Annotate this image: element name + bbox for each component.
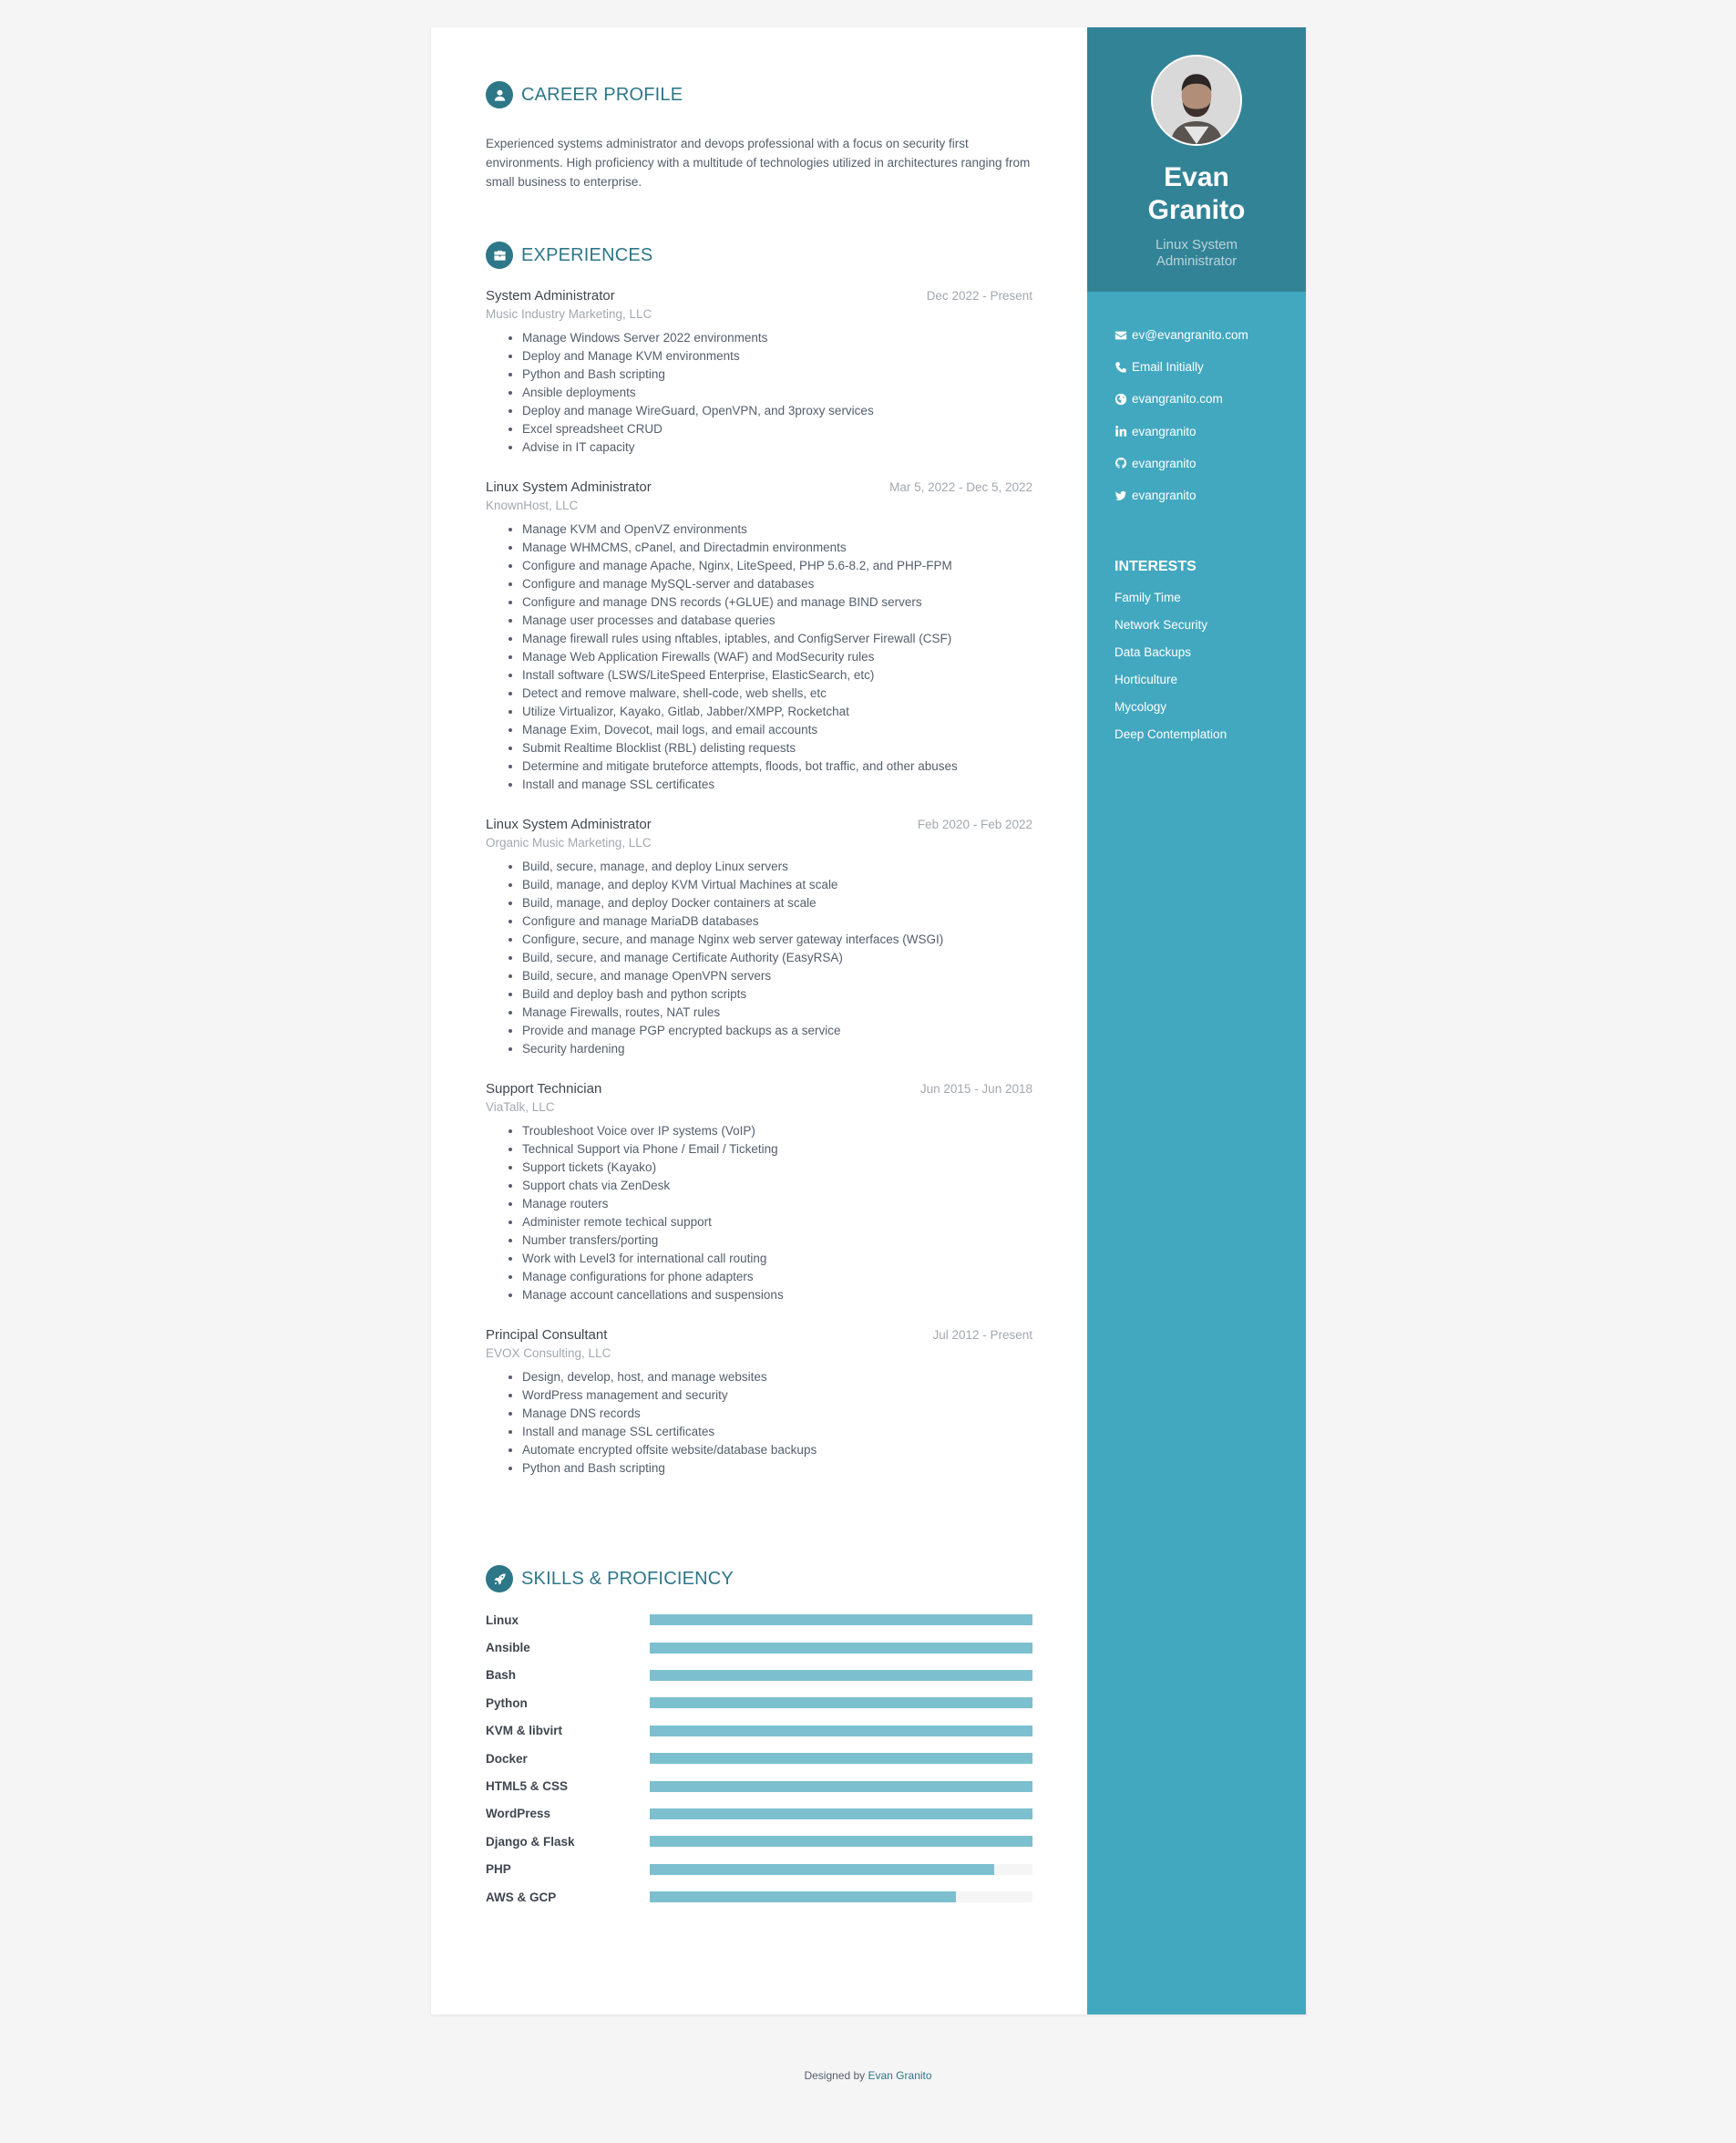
- job-duty: • Automate encrypted offsite website/database backups: [522, 1441, 1032, 1459]
- contact-list: [1087, 292, 1306, 511]
- job-duty: • Design, develop, host, and manage websites: [522, 1368, 1032, 1386]
- skill-level-bar: [650, 1864, 994, 1875]
- skill-name: Docker: [486, 1751, 528, 1766]
- skill-level-bar: [650, 1836, 1032, 1847]
- job-header: [486, 479, 1032, 495]
- job-duty: • Manage WHMCMS, cPanel, and Directadmin environments: [522, 539, 1032, 557]
- job-duty: • Python and Bash scripting: [522, 366, 1032, 384]
- job-duty: • Technical Support via Phone / Email / Ticketing: [522, 1140, 1032, 1159]
- main-column: [431, 27, 1087, 2014]
- interests-section: [1087, 511, 1306, 748]
- job-duty: • Excel spreadsheet CRUD: [522, 420, 1032, 438]
- skill-name: Django & Flask: [486, 1834, 575, 1849]
- job-entry: [486, 288, 1032, 457]
- skill-level-bar: [650, 1670, 1032, 1681]
- job-duty: • Install and manage SSL certificates: [522, 1423, 1032, 1441]
- job-duty: • Support tickets (Kayako): [522, 1159, 1032, 1177]
- job-duties: [486, 858, 1032, 1058]
- job-duties: [486, 520, 1032, 794]
- skills-list: [486, 1606, 1032, 1911]
- contact-email-text: ev@evangranito.com: [1132, 328, 1248, 343]
- job-entry: [486, 817, 1032, 1058]
- skill-row: [486, 1800, 1032, 1828]
- job-duty: • Configure and manage Apache, Nginx, LiteSpeed, PHP 5.6-8.2, and PHP-FPM: [522, 557, 1032, 575]
- contact-linkedin[interactable]: [1115, 416, 1279, 448]
- skills-section: [486, 1564, 1032, 1911]
- job-duty: • Deploy and Manage KVM environments: [522, 347, 1032, 366]
- job-title: Support Technician: [486, 1081, 602, 1097]
- contact-twitter-text: evangranito: [1132, 489, 1197, 503]
- contact-website[interactable]: [1115, 383, 1279, 415]
- jobs-list: [486, 288, 1032, 1478]
- interest-item: Horticulture: [1115, 673, 1178, 687]
- phone-icon: [1115, 361, 1127, 374]
- job-duty: • Number transfers/porting: [522, 1231, 1032, 1250]
- job-header: [486, 288, 1032, 304]
- job-company: KnownHost, LLC: [486, 499, 579, 512]
- job-duty: • Configure and manage MySQL-server and databases: [522, 575, 1032, 593]
- job-duty: • Manage KVM and OpenVZ environments: [522, 520, 1032, 539]
- job-duty: • Manage Exim, Dovecot, mail logs, and email accounts: [522, 721, 1032, 739]
- job-duty: • Manage Windows Server 2022 environments: [522, 329, 1032, 347]
- job-company: ViaTalk, LLC: [486, 1100, 555, 1114]
- job-company: Music Industry Marketing, LLC: [486, 307, 652, 321]
- job-duty: • Administer remote techical support: [522, 1213, 1032, 1231]
- skill-name: PHP: [486, 1862, 511, 1877]
- job-entry: [486, 1327, 1032, 1478]
- job-duty: • Deploy and manage WireGuard, OpenVPN, and 3proxy services: [522, 402, 1032, 420]
- skill-track: [650, 1891, 1032, 1902]
- twitter-icon: [1115, 489, 1127, 502]
- career-profile-section: [486, 80, 1032, 191]
- career-summary: Experienced systems administrator and devops professional with a focus on security first environments. High proficiency with a multitude of technologies utilized in architectures ranging from small business to enterprise.: [486, 137, 1031, 189]
- contact-linkedin-text: evangranito: [1132, 424, 1197, 438]
- skill-level-bar: [650, 1808, 1032, 1819]
- job-duty: • Configure and manage MariaDB databases: [522, 912, 1032, 931]
- job-entry: [486, 1081, 1032, 1304]
- skill-track: [650, 1753, 1032, 1764]
- profile-first-name: Evan: [1164, 162, 1229, 192]
- footer-prefix: Designed by: [804, 2069, 868, 2082]
- contact-phone-text: Email Initially: [1132, 360, 1204, 375]
- skill-name: Bash: [486, 1668, 517, 1683]
- job-duty: • Install software (LSWS/LiteSpeed Enterprise, ElasticSearch, etc): [522, 666, 1032, 685]
- skill-level-bar: [650, 1614, 1032, 1625]
- job-duty: • Build, secure, and manage OpenVPN servers: [522, 967, 1032, 985]
- job-time: Jul 2012 - Present: [932, 1328, 1032, 1342]
- skill-level-bar: [650, 1781, 1032, 1792]
- profile-tagline: Linux System Administrator: [1155, 237, 1238, 269]
- job-duty: • Configure and manage DNS records (+GLUE) and manage BIND servers: [522, 593, 1032, 612]
- job-duty: • Security hardening: [522, 1040, 1032, 1058]
- job-header: [486, 1327, 1032, 1343]
- footer-author-link[interactable]: Evan Granito: [868, 2069, 932, 2082]
- job-duty: • Ansible deployments: [522, 384, 1032, 402]
- job-duty: • Determine and mitigate bruteforce attempts, floods, bot traffic, and other abuses: [522, 757, 1032, 776]
- job-time: Dec 2022 - Present: [926, 289, 1032, 303]
- interests-title: INTERESTS: [1115, 559, 1197, 575]
- skill-level-bar: [650, 1753, 1032, 1764]
- skill-track: [650, 1781, 1032, 1792]
- job-duty: • Manage Web Application Firewalls (WAF) and ModSecurity rules: [522, 648, 1032, 666]
- globe-icon: [1115, 393, 1127, 406]
- contact-website-text: evangranito.com: [1132, 392, 1223, 407]
- skill-row: [486, 1772, 1032, 1799]
- skill-row: [486, 1717, 1032, 1745]
- interest-item: Deep Contemplation: [1115, 727, 1228, 742]
- skill-name: Python: [486, 1695, 528, 1710]
- experiences-heading: [486, 241, 1032, 270]
- job-time: Mar 5, 2022 - Dec 5, 2022: [889, 480, 1032, 494]
- skill-row: [486, 1745, 1032, 1772]
- skill-level-bar: [650, 1643, 1032, 1654]
- job-duty: • Configure, secure, and manage Nginx web server gateway interfaces (WSGI): [522, 931, 1032, 949]
- job-duties: [486, 329, 1032, 457]
- job-duty: • Build, secure, and manage Certificate Authority (EasyRSA): [522, 949, 1032, 967]
- job-header: [486, 1081, 1032, 1097]
- job-time: Jun 2015 - Jun 2018: [919, 1082, 1032, 1096]
- skill-row: [486, 1828, 1032, 1855]
- envelope-icon: [1115, 329, 1127, 342]
- skill-name: HTML5 & CSS: [486, 1779, 569, 1794]
- interest-item: Family Time: [1115, 591, 1181, 605]
- skills-heading: [486, 1564, 1032, 1593]
- job-duty: • Manage account cancellations and suspensions: [522, 1286, 1032, 1304]
- job-duty: • Provide and manage PGP encrypted backups as a service: [522, 1022, 1032, 1040]
- skill-row: [486, 1689, 1032, 1716]
- profile-last-name: Granito: [1147, 195, 1246, 225]
- avatar: [1151, 55, 1242, 146]
- skill-name: Ansible: [486, 1641, 530, 1655]
- skill-track: [650, 1864, 1032, 1875]
- contact-phone: [1115, 351, 1279, 383]
- skill-track: [650, 1643, 1032, 1654]
- job-duty: • Manage configurations for phone adapters: [522, 1268, 1032, 1286]
- experiences-section: [486, 241, 1032, 1478]
- skill-name: Linux: [486, 1612, 519, 1627]
- job-duty: • Build and deploy bash and python scripts: [522, 985, 1032, 1004]
- contact-github-text: evangranito: [1132, 456, 1197, 470]
- job-title: Linux System Administrator: [486, 817, 652, 832]
- career-profile-title: CAREER PROFILE: [521, 84, 683, 105]
- skill-track: [650, 1726, 1032, 1736]
- job-duty: • Troubleshoot Voice over IP systems (VoIP): [522, 1122, 1032, 1140]
- skill-level-bar: [650, 1726, 1032, 1736]
- rocket-icon: [486, 1565, 513, 1592]
- contact-github[interactable]: [1115, 448, 1279, 479]
- job-duty: • Build, manage, and deploy KVM Virtual Machines at scale: [522, 876, 1032, 894]
- job-duty: • Build, manage, and deploy Docker containers at scale: [522, 894, 1032, 912]
- job-duty: • Python and Bash scripting: [522, 1459, 1032, 1478]
- experiences-title: EXPERIENCES: [521, 244, 653, 265]
- job-title: System Administrator: [486, 288, 615, 304]
- skill-level-bar: [650, 1697, 1032, 1708]
- job-title: Linux System Administrator: [486, 479, 652, 495]
- skill-track: [650, 1697, 1032, 1708]
- skill-track: [650, 1670, 1032, 1681]
- job-duty: • Advise in IT capacity: [522, 438, 1032, 457]
- job-duty: • Manage Firewalls, routes, NAT rules: [522, 1004, 1032, 1022]
- job-duty: • Install and manage SSL certificates: [522, 776, 1032, 794]
- resume-page: [431, 27, 1306, 2014]
- skill-level-bar: [650, 1891, 956, 1902]
- interest-item: Mycology: [1115, 700, 1167, 715]
- skill-name: AWS & GCP: [486, 1890, 557, 1904]
- skill-track: [650, 1614, 1032, 1625]
- skill-row: [486, 1856, 1032, 1883]
- contact-twitter[interactable]: [1115, 479, 1279, 511]
- job-duty: • Support chats via ZenDesk: [522, 1177, 1032, 1195]
- briefcase-icon: [486, 242, 513, 269]
- job-duties: [486, 1368, 1032, 1478]
- skill-row: [486, 1883, 1032, 1911]
- sidebar: [1087, 27, 1306, 2014]
- skill-track: [650, 1836, 1032, 1847]
- job-duty: • Build, secure, manage, and deploy Linux servers: [522, 858, 1032, 876]
- job-duty: • Manage user processes and database queries: [522, 612, 1032, 630]
- job-title: Principal Consultant: [486, 1327, 608, 1343]
- interest-item: Data Backups: [1115, 645, 1192, 660]
- skill-name: WordPress: [486, 1807, 551, 1821]
- profile-container: [1087, 27, 1306, 292]
- skill-track: [650, 1808, 1032, 1819]
- interests-list: [1115, 584, 1279, 748]
- job-duty: • Utilize Virtualizor, Kayako, Gitlab, Jabber/XMPP, Rocketchat: [522, 703, 1032, 721]
- job-company: EVOX Consulting, LLC: [486, 1346, 611, 1360]
- skills-title: SKILLS & PROFICIENCY: [521, 1568, 734, 1589]
- career-profile-heading: [486, 80, 1032, 109]
- job-duty: • Submit Realtime Blocklist (RBL) delisting requests: [522, 739, 1032, 757]
- user-icon: [486, 81, 513, 108]
- skill-row: [486, 1662, 1032, 1689]
- job-time: Feb 2020 - Feb 2022: [917, 818, 1032, 831]
- skill-row: [486, 1606, 1032, 1633]
- job-duty: • WordPress management and security: [522, 1386, 1032, 1405]
- job-duty: • Detect and remove malware, shell-code, web shells, etc: [522, 685, 1032, 703]
- skill-row: [486, 1633, 1032, 1661]
- job-company: Organic Music Marketing, LLC: [486, 836, 652, 850]
- interest-item: Network Security: [1115, 618, 1208, 633]
- job-duty: • Manage firewall rules using nftables, iptables, and ConfigServer Firewall (CSF): [522, 630, 1032, 648]
- footer: [0, 2069, 1736, 2082]
- skill-name: KVM & libvirt: [486, 1724, 563, 1738]
- github-icon: [1115, 457, 1127, 469]
- linkedin-icon: [1115, 425, 1127, 438]
- contact-email[interactable]: [1115, 319, 1279, 351]
- job-duties: [486, 1122, 1032, 1304]
- job-duty: • Manage DNS records: [522, 1405, 1032, 1423]
- job-duty: • Work with Level3 for international call routing: [522, 1250, 1032, 1268]
- job-header: [486, 817, 1032, 832]
- job-entry: [486, 479, 1032, 794]
- job-duty: • Manage routers: [522, 1195, 1032, 1213]
